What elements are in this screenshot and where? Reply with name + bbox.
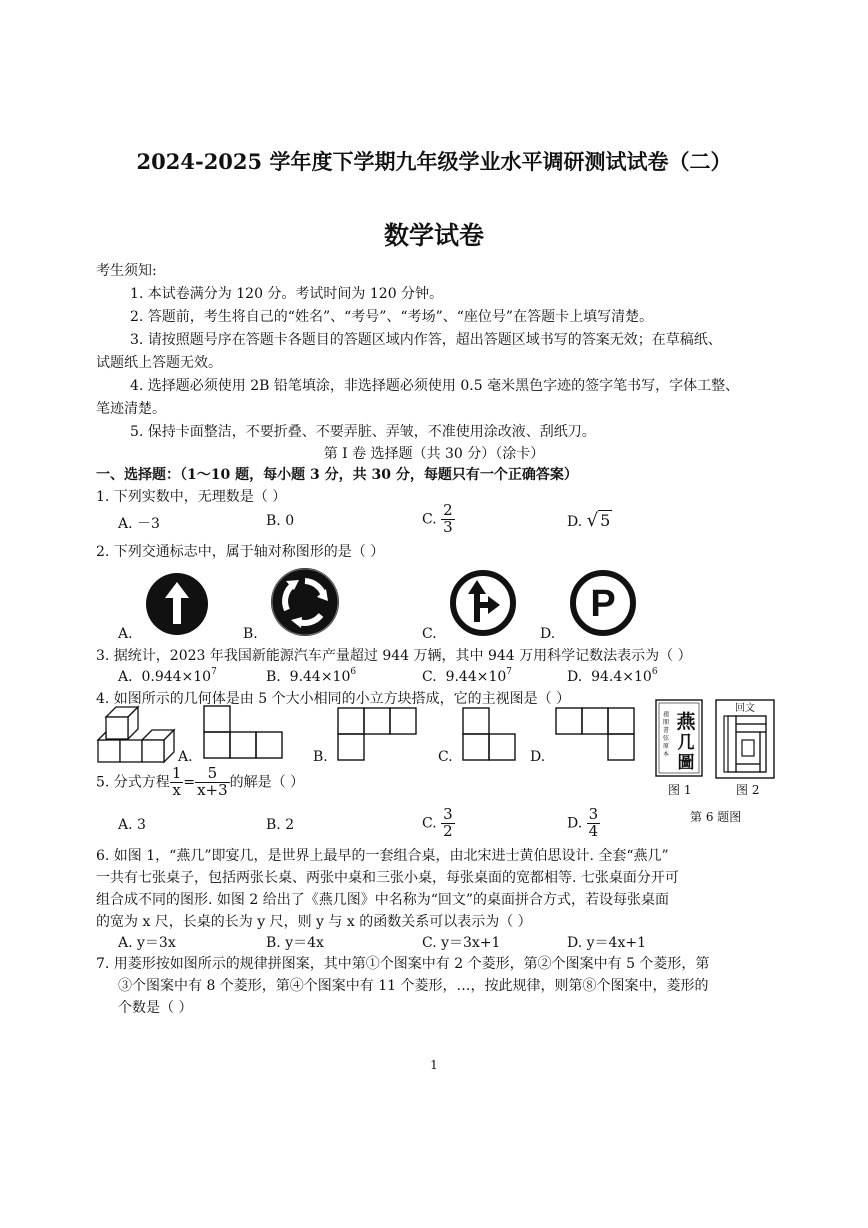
q1-option-d	[567, 510, 612, 531]
q5-option-d-label: D.	[567, 815, 583, 832]
q7-line-1: 7. 用菱形按如图所示的规律拼图案，其中第①个图案中有 2 个菱形，第②个图案中有 5 个菱形，第	[96, 956, 710, 972]
q3-stem: 3. 据统计，2023 年我国新能源汽车产量超过 944 万辆，其中 944 万用科学记数法表示为（ ）	[96, 648, 692, 664]
straight-or-right-sign-icon	[450, 570, 516, 636]
q5-fraction-1-num: 1	[171, 764, 182, 782]
figure-1-char-2: 几	[677, 733, 695, 753]
q1-option-d-radicand: 5	[600, 511, 611, 530]
q6-option-a: A. y＝3x	[118, 935, 176, 951]
q4-option-b-view	[338, 708, 418, 764]
q5-option-c-label: C.	[422, 815, 437, 832]
q5-equals: =	[183, 774, 196, 791]
q5-fraction-2-num: 5	[195, 766, 230, 783]
q3-option-b-exp: 6	[350, 667, 357, 677]
q1-option-b: B. 0	[266, 513, 295, 529]
q4-option-a-view	[204, 706, 284, 762]
q6-line-3: 组合成不同的图形. 如图 2 给出了《燕几图》中名称为“回文”的桌面拼合方式，若设每张桌面	[96, 892, 670, 908]
q6-line-2: 一共有七张桌子，包括两张长桌、两张中桌和三张小桌，每张桌面的宽都相等. 七张桌面分开可	[96, 870, 679, 886]
figure-1-caption: 图 1	[668, 783, 692, 797]
exam-subtitle: 数学试卷	[383, 221, 484, 250]
q5-fraction-1	[170, 766, 184, 799]
q5-option-d-fraction	[587, 807, 601, 840]
q3-option-b-label: B.	[266, 669, 281, 685]
notice-item-5: 5. 保持卡面整洁，不要折叠、不要弄脏、弄皱，不准使用涂改液、刮纸刀。	[130, 424, 596, 440]
q5-option-d-den: 4	[588, 821, 599, 840]
q5-stem-pre: 5. 分式方程	[96, 774, 170, 791]
cube-solid-figure	[96, 704, 180, 766]
q5-option-d-num: 3	[588, 805, 599, 823]
q6-line-4: 的宽为 x 尺，长桌的长为 y 尺，则 y 与 x 的函数关系可以表示为（ ）	[96, 914, 532, 930]
q1-option-a: A. －3	[118, 516, 160, 532]
notice-item-2: 2. 答题前，考生将自己的“姓名”、“考号”、“考场”、“座位号”在答题卡上填写清楚。	[130, 309, 654, 325]
q6-option-b: B. y＝4x	[266, 935, 324, 951]
q5-option-b: B. 2	[266, 817, 295, 833]
q3-option-a-exp: 7	[211, 667, 217, 677]
q5-stem	[96, 766, 304, 799]
q5-option-c-num: 3	[443, 805, 453, 823]
q1-option-c	[422, 503, 455, 536]
page-number: 1	[430, 1058, 438, 1072]
q5-stem-post: 的解是（ ）	[229, 774, 305, 791]
q1-stem: 1. 下列实数中，无理数是（ ）	[96, 489, 287, 505]
q3-option-c-base: 9.44×10	[445, 669, 507, 685]
q4-label-a: A.	[178, 749, 193, 765]
q2-label-b: B.	[243, 626, 258, 642]
q3-option-c	[422, 667, 512, 685]
q5-fraction-2-den: x+3	[197, 780, 228, 799]
figure-2-title: 回文	[735, 703, 755, 714]
q7-line-2: ③个图案中有 8 个菱形，第④个图案中有 11 个菱形，…，按此规律，则第⑧个图案中，菱形的	[118, 978, 709, 994]
q6-option-c: C. y＝3x+1	[422, 935, 501, 951]
q7-line-3: 个数是（ ）	[118, 1000, 193, 1016]
q2-stem: 2. 下列交通标志中，属于轴对称图形的是（ ）	[96, 544, 385, 560]
figure-1-char-3: 圖	[677, 753, 695, 773]
q3-option-d-base: 94.4×10	[591, 669, 652, 685]
q2-label-d: D.	[540, 626, 556, 642]
roundabout-sign-icon	[270, 567, 340, 637]
q4-label-d: D.	[530, 749, 546, 765]
parking-sign-icon	[570, 570, 636, 636]
q4-label-c: C.	[438, 749, 453, 765]
q3-option-c-exp: 7	[506, 667, 513, 677]
notice-item-4-cont: 笔迹清楚。	[96, 401, 166, 417]
q3-option-d-exp: 6	[651, 667, 658, 677]
radical-sign-icon: √	[586, 510, 599, 531]
q4-label-b: B.	[313, 749, 328, 765]
q5-option-c-den: 2	[443, 821, 453, 840]
notice-item-4: 4. 选择题必须使用 2B 铅笔填涂，非选择题必须使用 0.5 毫米黑色字迹的签字笔书写，字体工整、	[130, 378, 740, 394]
figure-1-char-1: 燕	[676, 711, 696, 733]
q4-option-d-view	[556, 708, 636, 764]
q3-option-a	[118, 667, 217, 685]
q5-option-a: A. 3	[118, 817, 146, 833]
q4-option-c-view	[463, 708, 519, 764]
q3-option-a-label: A.	[118, 669, 133, 685]
q2-label-c: C.	[422, 626, 437, 642]
q5-option-d	[567, 807, 600, 840]
notice-heading: 考生须知:	[96, 263, 157, 279]
section-instruction: 一、选择题：（1～10 题，每小题 3 分，共 30 分，每题只有一个正确答案）	[96, 467, 578, 483]
q3-option-b	[266, 667, 356, 685]
q5-fraction-1-den: x	[172, 780, 181, 799]
q1-option-c-fraction	[441, 503, 455, 536]
q4-stem: 4. 如图所示的几何体是由 5 个大小相同的小立方块搭成，它的主视图是（ ）	[96, 691, 571, 707]
q3-option-a-base: 0.944×10	[141, 669, 212, 685]
q5-fraction-2	[195, 766, 230, 799]
q5-option-c	[422, 807, 455, 840]
figure-6-caption: 第 6 题图	[690, 810, 742, 824]
notice-item-3-cont: 试题纸上答题无效。	[96, 355, 222, 371]
section-heading: 第 I 卷 选择题（共 30 分）（涂卡）	[323, 446, 545, 462]
notice-item-3: 3. 请按照题号序在答题卡各题目的答题区域内作答，超出答题区域书写的答案无效；在草稿纸、	[130, 332, 722, 348]
yanji-tu-figure-1	[656, 700, 704, 778]
q3-option-c-label: C.	[422, 669, 437, 685]
q3-option-d	[567, 667, 658, 685]
q1-option-c-denominator: 3	[443, 517, 453, 536]
q6-line-1: 6. 如图 1，“燕几”即宴几，是世界上最早的一套组合桌，由北宋进士黄伯思设计. 全套“燕几”	[96, 848, 669, 864]
q5-option-c-fraction	[441, 807, 455, 840]
q2-label-a: A.	[118, 626, 133, 642]
up-arrow-sign-icon	[145, 572, 209, 636]
figure-2-caption: 图 2	[736, 783, 760, 797]
parking-sign-letter: P	[590, 583, 616, 625]
figure-1-side-text: 禊 閣 書 弦 原 本	[661, 711, 669, 757]
notice-item-1: 1. 本试卷满分为 120 分。考试时间为 120 分钟。	[130, 286, 444, 302]
q3-option-d-label: D.	[567, 669, 583, 685]
q1-option-d-label: D.	[567, 514, 583, 530]
q1-option-c-label: C.	[422, 511, 437, 528]
q1-option-c-numerator: 2	[443, 501, 453, 519]
exam-title: 2024-2025 学年度下学期九年级学业水平调研测试试卷（二）	[136, 149, 732, 174]
q6-option-d: D. y＝4x+1	[567, 935, 646, 951]
q3-option-b-base: 9.44×10	[289, 669, 351, 685]
huiwen-figure-2	[716, 700, 776, 780]
